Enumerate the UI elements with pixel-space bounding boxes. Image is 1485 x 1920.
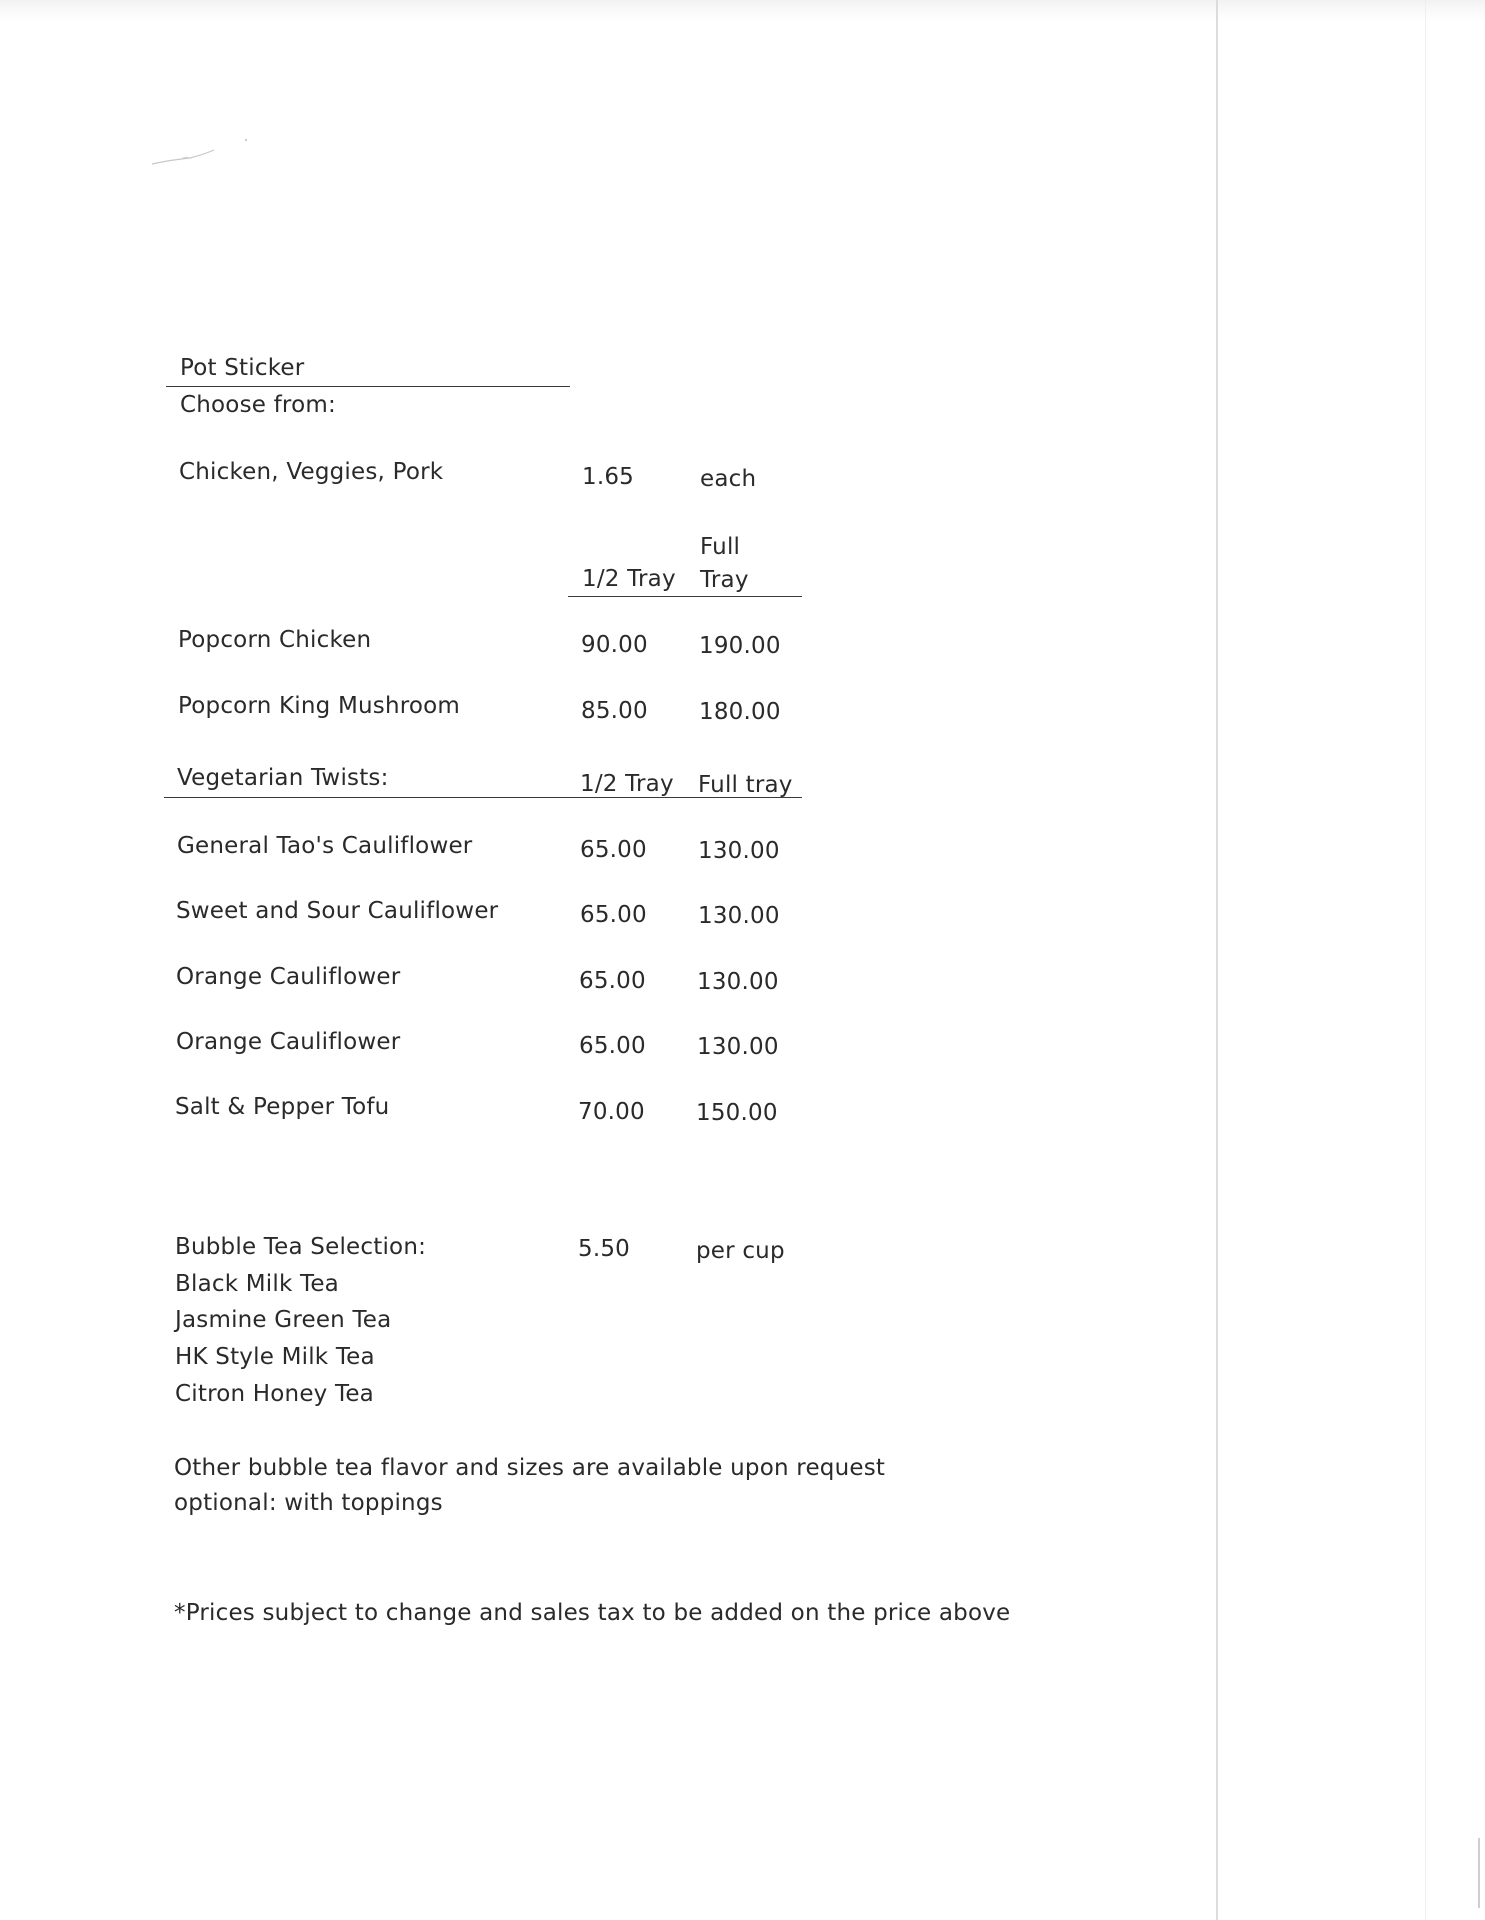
scan-speck-mark	[150, 136, 260, 176]
full-tray-header-line1: Full	[700, 534, 741, 560]
menu-item-half-price: 65.00	[580, 837, 647, 863]
full-tray-header-line2: Tray	[700, 567, 749, 593]
menu-item-full-price: 180.00	[699, 699, 781, 725]
menu-item-half-price: 65.00	[579, 1033, 646, 1059]
vegetarian-title: Vegetarian Twists:	[177, 765, 389, 791]
vegetarian-full-header: Full tray	[698, 772, 793, 798]
pot-sticker-underline	[166, 386, 570, 387]
menu-item-half-price: 70.00	[578, 1099, 645, 1125]
menu-item-name: Popcorn King Mushroom	[178, 693, 461, 719]
vegetarian-half-header: 1/2 Tray	[580, 771, 674, 797]
bubble-tea-price: 5.50	[578, 1236, 631, 1262]
tray-header-underline	[568, 596, 802, 597]
menu-item-full-price: 130.00	[698, 903, 780, 929]
vegetarian-underline	[164, 797, 802, 798]
menu-item-half-price: 85.00	[581, 698, 648, 724]
menu-item-full-price: 130.00	[698, 838, 780, 864]
menu-item-full-price: 190.00	[699, 633, 781, 659]
bubble-tea-flavor: HK Style Milk Tea	[175, 1344, 375, 1370]
menu-item-name: Popcorn Chicken	[178, 627, 372, 653]
menu-item-name: Salt & Pepper Tofu	[175, 1094, 390, 1120]
pot-sticker-title: Pot Sticker	[180, 355, 305, 381]
pot-sticker-item: Chicken, Veggies, Pork	[179, 459, 444, 485]
menu-item-name: Orange Cauliflower	[176, 964, 401, 990]
pot-sticker-price: 1.65	[582, 464, 635, 490]
scan-top-edge	[0, 0, 1485, 22]
menu-item-full-price: 150.00	[696, 1100, 778, 1126]
bubble-tea-flavor: Citron Honey Tea	[175, 1381, 374, 1407]
menu-item-half-price: 65.00	[580, 902, 647, 928]
scan-fold-line-secondary	[1425, 0, 1426, 1920]
choose-from-label: Choose from:	[180, 392, 336, 418]
half-tray-header: 1/2 Tray	[582, 566, 676, 592]
menu-item-full-price: 130.00	[697, 969, 779, 995]
menu-item-full-price: 130.00	[697, 1034, 779, 1060]
prices-footnote: *Prices subject to change and sales tax to be added on the price above	[174, 1600, 1011, 1626]
menu-item-name: Orange Cauliflower	[176, 1029, 401, 1055]
menu-item-name: Sweet and Sour Cauliflower	[176, 898, 499, 924]
bubble-tea-title: Bubble Tea Selection:	[175, 1234, 427, 1260]
bubble-tea-note: Other bubble tea flavor and sizes are available upon request	[174, 1455, 886, 1481]
menu-item-half-price: 90.00	[581, 632, 648, 658]
menu-item-half-price: 65.00	[579, 968, 646, 994]
bubble-tea-flavor: Black Milk Tea	[175, 1271, 339, 1297]
scan-fold-line	[1216, 0, 1218, 1920]
pot-sticker-unit: each	[700, 466, 757, 492]
bubble-tea-unit: per cup	[696, 1238, 785, 1264]
scan-corner-mark	[1478, 1838, 1480, 1908]
bubble-tea-flavor: Jasmine Green Tea	[175, 1307, 392, 1333]
bubble-tea-optional-note: optional: with toppings	[174, 1490, 443, 1516]
menu-item-name: General Tao's Cauliflower	[177, 833, 473, 859]
